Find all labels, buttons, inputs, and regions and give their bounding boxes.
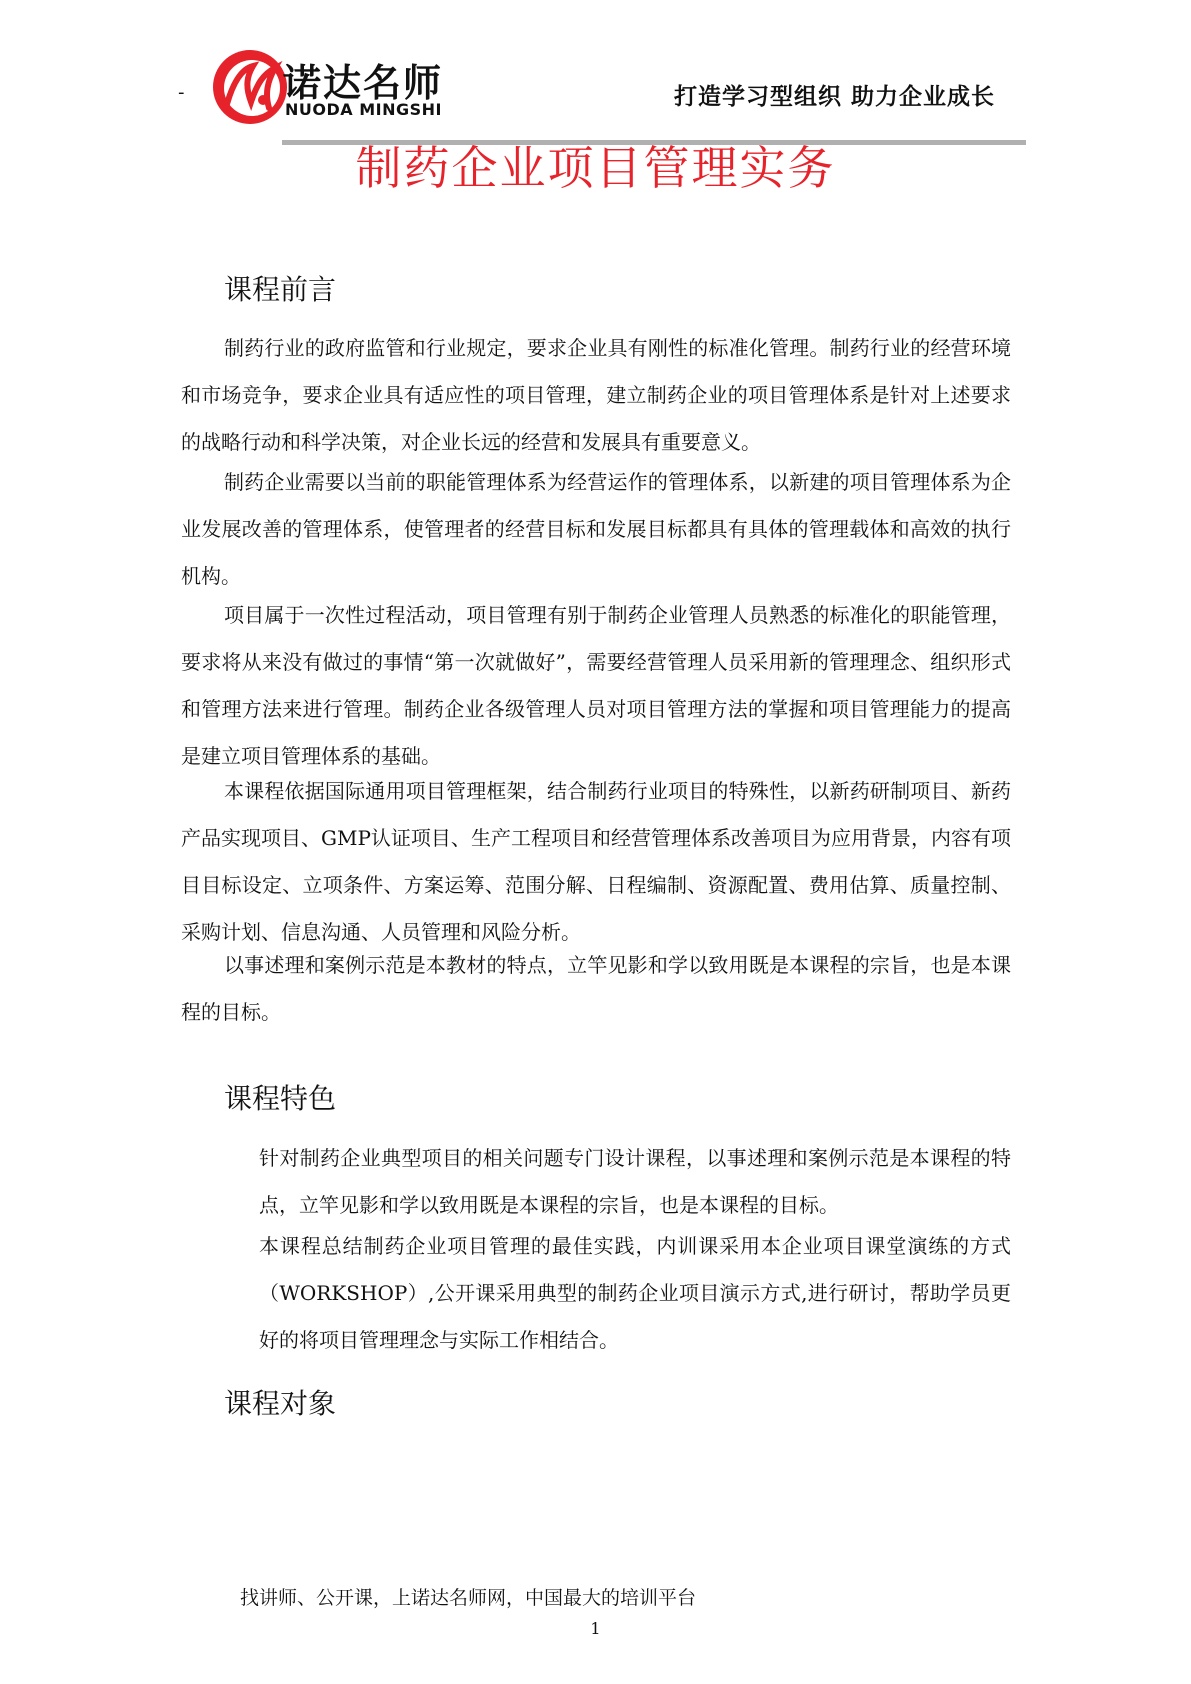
header-slogan: 打造学习型组织 助力企业成长 — [673, 84, 995, 110]
header-dash: - — [178, 82, 185, 103]
preface-paragraph: 本课程依据国际通用项目管理框架，结合制药行业项目的特殊性，以新药研制项目、新药产品实现项目、GMP认证项目、生产工程项目和经营管理体系改善项目为应用背景，内容有项目目标设定、立项条件、方案运筹、范围分解、日程编制、资源配置、费用估算、质量控制、采购计划、信息沟通、人员管理和风险分析。 — [181, 779, 1011, 944]
preface-paragraph: 制药企业需要以当前的职能管理体系为经营运作的管理体系，以新建的项目管理体系为企业发展改善的管理体系，使管理者的经营目标和发展目标都具有具体的管理载体和高效的执行机构。 — [181, 470, 1011, 588]
preface-paragraph: 项目属于一次性过程活动，项目管理有别于制药企业管理人员熟悉的标准化的职能管理，要求将从来没有做过的事情“第一次就做好”，需要经营管理人员采用新的管理理念、组织形式和管理方法来进行管理。制药企业各级管理人员对项目管理方法的掌握和项目管理能力的提高是建立项目管理体系的基础。 — [181, 603, 1011, 768]
nuoda-logo-icon — [205, 46, 295, 128]
section-heading-preface: 课程前言 — [224, 273, 337, 306]
section-heading-features: 课程特色 — [224, 1082, 337, 1115]
page-number: 1 — [590, 1619, 601, 1638]
document-title: 制药企业项目管理实务 — [355, 141, 836, 195]
preface-paragraph: 制药行业的政府监管和行业规定，要求企业具有刚性的标准化管理。制药行业的经营环境和市场竞争，要求企业具有适应性的项目管理，建立制药企业的项目管理体系是针对上述要求的战略行动和科学决策，对企业长远的经营和发展具有重要意义。 — [181, 336, 1011, 454]
section-heading-audience: 课程对象 — [224, 1387, 337, 1420]
brand-name-cn: 诺达名师 — [283, 61, 444, 105]
preface-paragraph: 以事述理和案例示范是本教材的特点，立竿见影和学以致用既是本课程的宗旨，也是本课程的目标。 — [181, 953, 1011, 1024]
features-paragraph: 本课程总结制药企业项目管理的最佳实践，内训课采用本企业项目课堂演练的方式（WORKSHOP）,公开课采用典型的制药企业项目演示方式,进行研讨，帮助学员更好的将项目管理理念与实际工作相结合。 — [259, 1234, 1011, 1352]
brand-name-en: NUODA MINGSHI — [285, 100, 442, 119]
features-paragraph: 针对制药企业典型项目的相关问题专门设计课程，以事述理和案例示范是本课程的特点，立竿见影和学以致用既是本课程的宗旨，也是本课程的目标。 — [259, 1146, 1011, 1217]
footer-slogan: 找讲师、公开课，上诺达名师网，中国最大的培训平台 — [240, 1587, 697, 1609]
